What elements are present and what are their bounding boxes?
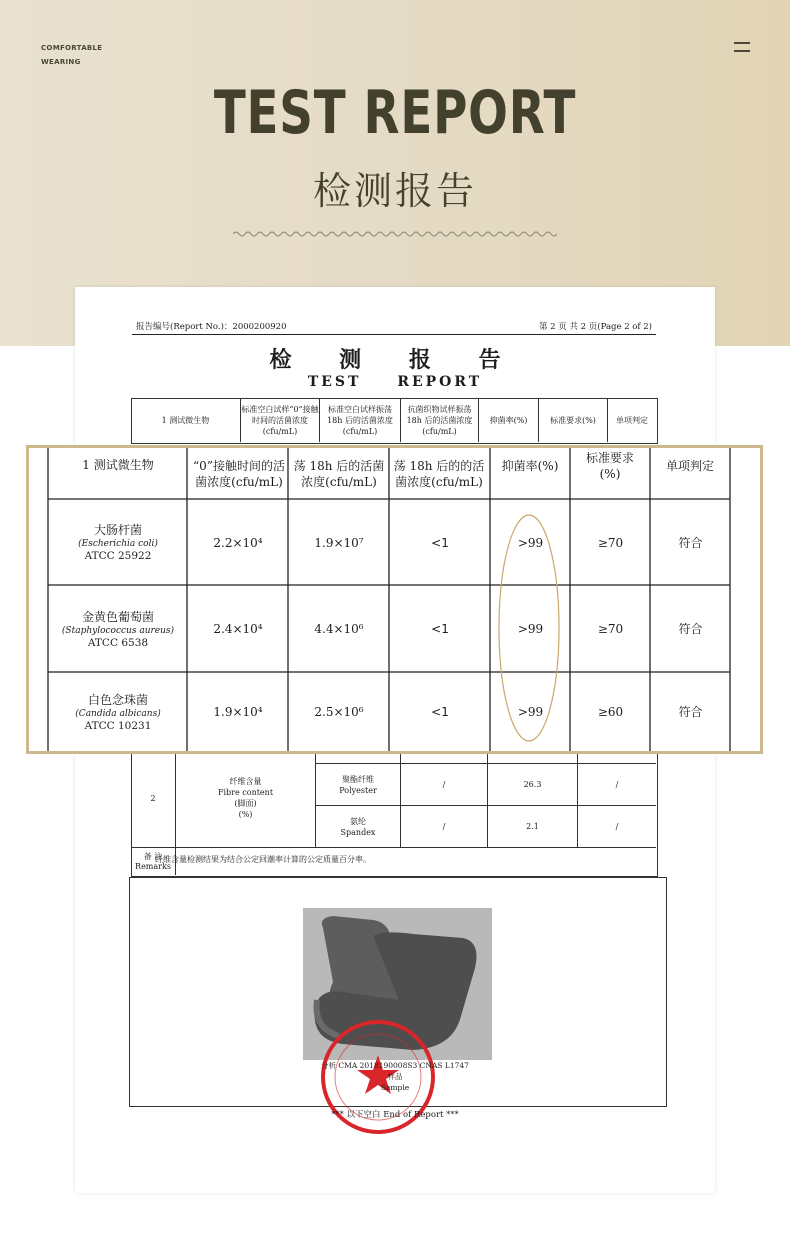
table-row-2-ct: <1 bbox=[431, 622, 449, 636]
table-row-2-c0: 2.4×10⁴ bbox=[213, 622, 263, 636]
zoom-header-requirement: 标准要求(%) bbox=[585, 451, 634, 481]
table-row-2-rate: >99 bbox=[517, 622, 544, 636]
table-header-blank-0h: 标准空白试样“0”接触时间的活菌浓度(cfu/mL) bbox=[241, 404, 319, 436]
zoom-header-verdict: 单项判定 bbox=[665, 459, 714, 473]
table-row-3-ct: <1 bbox=[431, 705, 449, 719]
brand-line-1: COMFORTABLE bbox=[41, 44, 103, 52]
fibre-item-spandex: 氨纶 Spandex bbox=[340, 816, 376, 837]
table-row-1-rate: >99 bbox=[517, 535, 544, 550]
page-title: TEST REPORT bbox=[213, 78, 577, 148]
menu-icon[interactable] bbox=[734, 42, 750, 52]
table-header-verdict: 单项判定 bbox=[616, 415, 648, 425]
sample-accreditation: 分析 CMA 2018190008S3 CNAS L1747 bbox=[321, 1060, 469, 1070]
fibre-unit: (%) bbox=[238, 810, 253, 819]
table-row-3-c18: 2.5×10⁶ bbox=[314, 705, 364, 719]
zoom-header-microbe: 1 测试微生物 bbox=[82, 458, 154, 472]
table-row-1-ct: <1 bbox=[431, 535, 449, 550]
table-row-1-req: ≥70 bbox=[597, 535, 624, 550]
table-row-3-req: ≥60 bbox=[597, 705, 624, 719]
table-row-2-c18: 4.4×10⁶ bbox=[314, 622, 364, 636]
fibre-label bbox=[176, 749, 315, 847]
table-row-2-microbe: 金黄色葡萄菌 (Staphylococcus aureus) ATCC 6538 bbox=[61, 609, 175, 649]
table-header-sample-18h: 抗菌织物试样振荡 18h 后的活菌浓度(cfu/mL) bbox=[406, 404, 473, 436]
fibre-label-cn: 纤维含量 bbox=[229, 777, 262, 786]
zoomed-results-table bbox=[26, 445, 763, 754]
page-subtitle: 检测报告 bbox=[312, 169, 477, 213]
table-row-3-verdict: 符合 bbox=[678, 705, 703, 719]
brand-line-2: WEARING bbox=[41, 58, 81, 66]
fibre-item-polyester: 聚酯纤维 Polyester bbox=[339, 774, 377, 795]
document-title-cn: 检 测 报 告 bbox=[269, 347, 521, 373]
header-rule bbox=[132, 334, 656, 335]
zoom-header-18h: 荡 18h 后的活菌浓度(cfu/mL) bbox=[293, 458, 385, 489]
zoom-header-rate: 抑菌率(%) bbox=[501, 459, 559, 473]
table-row-1-c18: 1.9×10⁷ bbox=[314, 535, 364, 550]
table-row-3-microbe: 白色念珠菌 (Candida albicans) ATCC 10231 bbox=[75, 692, 161, 732]
fibre-index: 2 bbox=[150, 793, 156, 803]
sample-label-cn: 样品 bbox=[387, 1072, 403, 1081]
table-row-2-req: ≥70 bbox=[597, 622, 624, 636]
brand-logo bbox=[41, 41, 102, 69]
table-row-1-verdict: 符合 bbox=[678, 535, 703, 550]
fibre-cell: / bbox=[615, 780, 619, 789]
remarks-text: 纤维含量检测结果为结合公定回潮率计算的公定质量百分率。 bbox=[155, 855, 371, 864]
zoom-header-sample: 荡 18h 后的的活菌浓度(cfu/mL) bbox=[393, 458, 485, 489]
fibre-part: (脚面) bbox=[234, 799, 257, 808]
report-number: 报告编号(Report No.)：2000200920 bbox=[136, 322, 287, 332]
table-row-3-rate: >99 bbox=[517, 705, 544, 719]
remarks-label: 备 注 Remarks bbox=[135, 851, 171, 871]
table-header-blank-18h: 标准空白试样振荡 18h 后的活菌浓度(cfu/mL) bbox=[327, 404, 393, 436]
end-of-report: *** 以下空白 End of Report *** bbox=[331, 1110, 459, 1120]
table-header-microbe: 1 测试微生物 bbox=[161, 415, 210, 425]
fibre-value-polyester: 26.3 bbox=[523, 780, 542, 789]
fibre-cell: / bbox=[615, 822, 619, 831]
zoom-header-0h: “0”接触时间的活菌浓度(cfu/mL) bbox=[193, 458, 285, 489]
page-number: 第 2 页 共 2 页(Page 2 of 2) bbox=[538, 322, 652, 332]
fibre-cell: / bbox=[442, 780, 446, 789]
table-header-requirement: 标准要求(%) bbox=[550, 415, 596, 425]
table-row-3-c0: 1.9×10⁴ bbox=[213, 705, 263, 719]
table-row-2-verdict: 符合 bbox=[678, 622, 703, 636]
document-title-en: TEST REPORT bbox=[307, 374, 483, 390]
fibre-cell: / bbox=[442, 822, 446, 831]
wave-divider-icon bbox=[233, 228, 557, 240]
table-row-1-c0: 2.2×10⁴ bbox=[213, 535, 263, 550]
table-header-rate: 抑菌率(%) bbox=[489, 415, 528, 425]
table-row-1-microbe: 大肠杆菌 (Escherichia coli) ATCC 25922 bbox=[78, 523, 158, 562]
fibre-label-en: Fibre content bbox=[217, 788, 274, 797]
sample-label-en: Sample bbox=[380, 1083, 410, 1092]
fibre-value-spandex: 2.1 bbox=[526, 822, 539, 831]
